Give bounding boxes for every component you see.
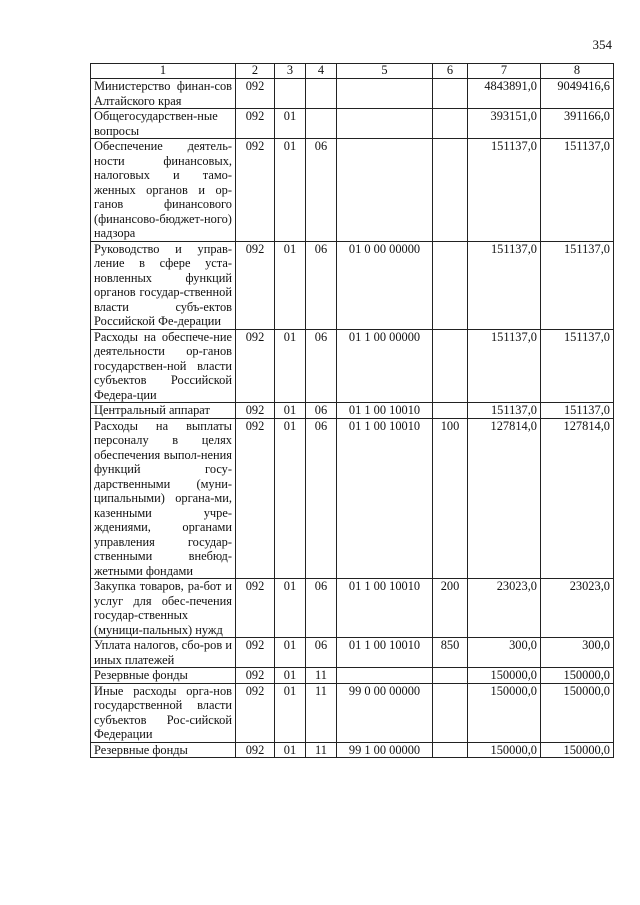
- target-article-code-cell: [337, 79, 433, 109]
- table-row: [91, 109, 614, 139]
- amount-year-1-cell: 151137,0: [468, 241, 541, 329]
- column-header: 1: [91, 64, 236, 79]
- amount-year-2-cell: 300,0: [541, 638, 614, 668]
- target-article-code-cell: 01 1 00 00000: [337, 329, 433, 403]
- section-code-cell: 01: [275, 668, 306, 684]
- target-article-code-cell: [337, 139, 433, 242]
- subsection-code-cell: 06: [306, 329, 337, 403]
- expense-type-code-cell: 200: [433, 579, 468, 638]
- section-code-cell: 01: [275, 139, 306, 242]
- table-row: [91, 79, 614, 109]
- target-article-code-cell: 01 1 00 10010: [337, 638, 433, 668]
- amount-year-1-cell: 151137,0: [468, 139, 541, 242]
- amount-year-2-cell: 150000,0: [541, 742, 614, 758]
- amount-year-2-cell: 23023,0: [541, 579, 614, 638]
- column-header: 8: [541, 64, 614, 79]
- ministry-code-cell: 092: [236, 403, 275, 419]
- item-name-cell: Обеспечение деятель-ности финансовых, налоговых и тамо-женных органов и ор-ганов финансового (финансово-бюджет-ного) надзора: [91, 139, 236, 242]
- section-code-cell: 01: [275, 579, 306, 638]
- amount-year-2-cell: 151137,0: [541, 329, 614, 403]
- table-row: [91, 579, 614, 638]
- item-name-cell: Руководство и управ-ление в сфере уста-новленных функций органов государ-ственной власти субъ-ектов Российской Фе-дерации: [91, 241, 236, 329]
- section-code-cell: 01: [275, 418, 306, 579]
- table-body: [91, 79, 614, 758]
- section-code-cell: [275, 79, 306, 109]
- budget-table: [90, 63, 614, 758]
- table-row: [91, 638, 614, 668]
- table-row: [91, 683, 614, 742]
- section-code-cell: 01: [275, 638, 306, 668]
- item-name-cell: Центральный аппарат: [91, 403, 236, 419]
- column-header: 4: [306, 64, 337, 79]
- section-code-cell: 01: [275, 241, 306, 329]
- column-header: 3: [275, 64, 306, 79]
- subsection-code-cell: 11: [306, 668, 337, 684]
- target-article-code-cell: 99 0 00 00000: [337, 683, 433, 742]
- expense-type-code-cell: [433, 241, 468, 329]
- ministry-code-cell: 092: [236, 329, 275, 403]
- header-row: [91, 64, 614, 79]
- target-article-code-cell: 01 0 00 00000: [337, 241, 433, 329]
- item-name-cell: Резервные фонды: [91, 742, 236, 758]
- column-header: 5: [337, 64, 433, 79]
- amount-year-2-cell: 150000,0: [541, 683, 614, 742]
- amount-year-1-cell: 300,0: [468, 638, 541, 668]
- amount-year-1-cell: 151137,0: [468, 403, 541, 419]
- subsection-code-cell: 06: [306, 241, 337, 329]
- expense-type-code-cell: [433, 668, 468, 684]
- expense-type-code-cell: 850: [433, 638, 468, 668]
- ministry-code-cell: 092: [236, 109, 275, 139]
- amount-year-2-cell: 127814,0: [541, 418, 614, 579]
- amount-year-1-cell: 127814,0: [468, 418, 541, 579]
- subsection-code-cell: 06: [306, 638, 337, 668]
- amount-year-1-cell: 4843891,0: [468, 79, 541, 109]
- item-name-cell: Общегосударствен-ные вопросы: [91, 109, 236, 139]
- ministry-code-cell: 092: [236, 418, 275, 579]
- amount-year-1-cell: 150000,0: [468, 668, 541, 684]
- target-article-code-cell: 99 1 00 00000: [337, 742, 433, 758]
- expense-type-code-cell: [433, 742, 468, 758]
- expense-type-code-cell: [433, 683, 468, 742]
- page-number: 354: [592, 37, 612, 52]
- amount-year-1-cell: 23023,0: [468, 579, 541, 638]
- table-row: [91, 403, 614, 419]
- table-row: [91, 241, 614, 329]
- target-article-code-cell: [337, 668, 433, 684]
- ministry-code-cell: 092: [236, 668, 275, 684]
- table-row: [91, 742, 614, 758]
- table-row: [91, 139, 614, 242]
- column-header: 7: [468, 64, 541, 79]
- amount-year-2-cell: 9049416,6: [541, 79, 614, 109]
- item-name-cell: Резервные фонды: [91, 668, 236, 684]
- item-name-cell: Министерство финан-сов Алтайского края: [91, 79, 236, 109]
- item-name-cell: Закупка товаров, ра-бот и услуг для обес-печения государ-ственных (муници-пальных) нужд: [91, 579, 236, 638]
- subsection-code-cell: 11: [306, 742, 337, 758]
- amount-year-1-cell: 151137,0: [468, 329, 541, 403]
- subsection-code-cell: [306, 79, 337, 109]
- section-code-cell: 01: [275, 742, 306, 758]
- column-header: 2: [236, 64, 275, 79]
- expense-type-code-cell: [433, 329, 468, 403]
- table-row: [91, 418, 614, 579]
- item-name-cell: Уплата налогов, сбо-ров и иных платежей: [91, 638, 236, 668]
- expense-type-code-cell: [433, 139, 468, 242]
- subsection-code-cell: 06: [306, 579, 337, 638]
- amount-year-2-cell: 151137,0: [541, 403, 614, 419]
- subsection-code-cell: 06: [306, 139, 337, 242]
- column-header: 6: [433, 64, 468, 79]
- target-article-code-cell: 01 1 00 10010: [337, 579, 433, 638]
- ministry-code-cell: 092: [236, 139, 275, 242]
- expense-type-code-cell: 100: [433, 418, 468, 579]
- amount-year-1-cell: 150000,0: [468, 683, 541, 742]
- subsection-code-cell: 06: [306, 403, 337, 419]
- subsection-code-cell: 06: [306, 418, 337, 579]
- ministry-code-cell: 092: [236, 79, 275, 109]
- ministry-code-cell: 092: [236, 241, 275, 329]
- expense-type-code-cell: [433, 403, 468, 419]
- section-code-cell: 01: [275, 329, 306, 403]
- ministry-code-cell: 092: [236, 638, 275, 668]
- table-row: [91, 668, 614, 684]
- amount-year-2-cell: 151137,0: [541, 139, 614, 242]
- expense-type-code-cell: [433, 109, 468, 139]
- ministry-code-cell: 092: [236, 579, 275, 638]
- target-article-code-cell: 01 1 00 10010: [337, 403, 433, 419]
- table-row: [91, 329, 614, 403]
- item-name-cell: Иные расходы орга-нов государственной власти субъектов Рос-сийской Федерации: [91, 683, 236, 742]
- ministry-code-cell: 092: [236, 683, 275, 742]
- amount-year-1-cell: 393151,0: [468, 109, 541, 139]
- target-article-code-cell: [337, 109, 433, 139]
- amount-year-1-cell: 150000,0: [468, 742, 541, 758]
- section-code-cell: 01: [275, 109, 306, 139]
- section-code-cell: 01: [275, 683, 306, 742]
- amount-year-2-cell: 150000,0: [541, 668, 614, 684]
- amount-year-2-cell: 151137,0: [541, 241, 614, 329]
- expense-type-code-cell: [433, 79, 468, 109]
- subsection-code-cell: 11: [306, 683, 337, 742]
- section-code-cell: 01: [275, 403, 306, 419]
- item-name-cell: Расходы на обеспече-ние деятельности ор-ганов государствен-ной власти субъектов Российской Федера-ции: [91, 329, 236, 403]
- target-article-code-cell: 01 1 00 10010: [337, 418, 433, 579]
- ministry-code-cell: 092: [236, 742, 275, 758]
- amount-year-2-cell: 391166,0: [541, 109, 614, 139]
- subsection-code-cell: [306, 109, 337, 139]
- item-name-cell: Расходы на выплаты персоналу в целях обеспечения выпол-нения функций госу-дарственными (муни-ципальными) органа-ми, казенными учре-ждениями, органами управления государ-ственными внебюд-жетными фондами: [91, 418, 236, 579]
